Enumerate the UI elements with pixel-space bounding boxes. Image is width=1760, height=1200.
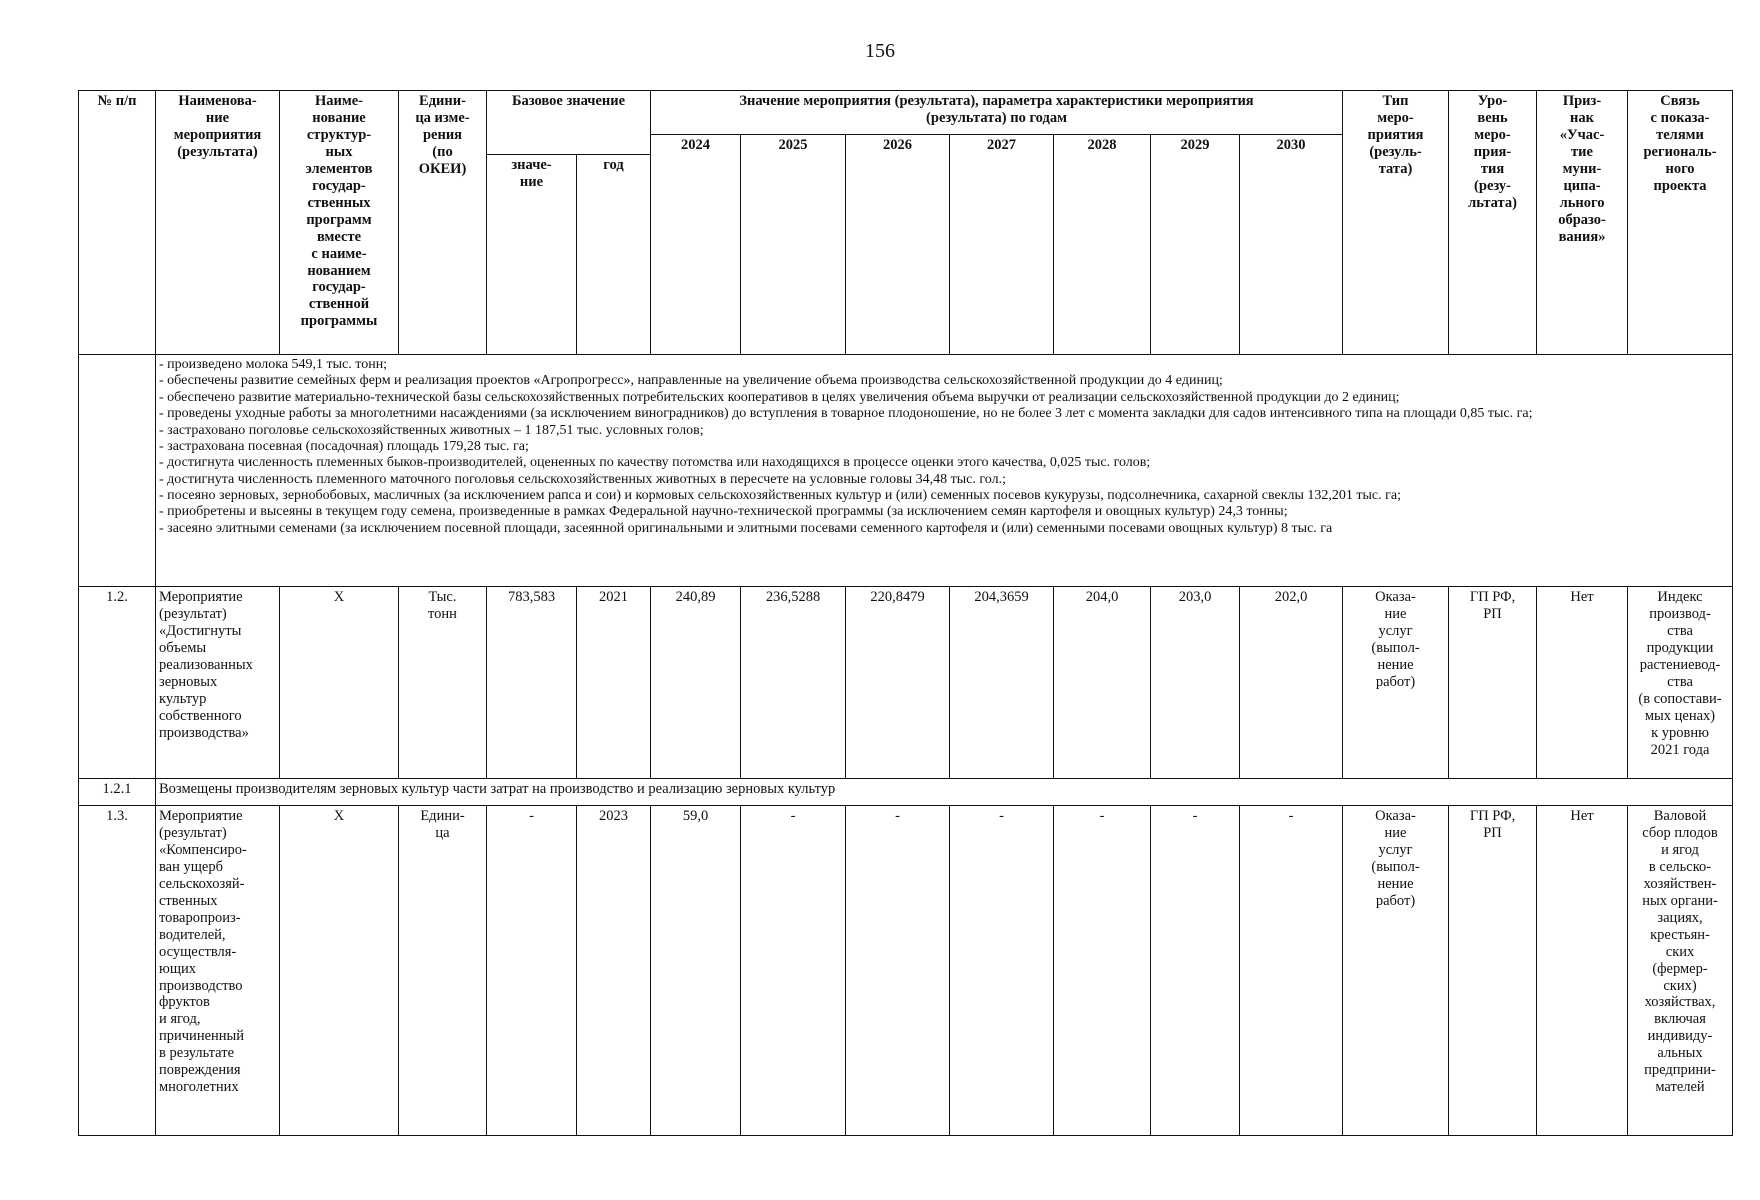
bullet-item: - достигнута численность племенных быков-производителей, оцененных по качеству потомства или находящихся в процессе оценки этого качества, 0,025 тыс. голов; <box>159 455 1151 471</box>
header-base-value: значе- ние <box>487 155 577 355</box>
table-row-1-2-1 <box>79 779 1733 806</box>
row-level: ГП РФ, РП <box>1449 806 1537 1136</box>
bullet-item: - застрахована посевная (посадочная) площадь 179,28 тыс. га; <box>159 438 529 454</box>
row-base-year: 2023 <box>577 806 651 1136</box>
row-value-2030: - <box>1240 806 1343 1136</box>
row-value-2030: 202,0 <box>1240 587 1343 779</box>
header-year-2024: 2024 <box>651 135 741 355</box>
row-value-2026: 220,8479 <box>846 587 950 779</box>
row-value-2027: 204,3659 <box>950 587 1054 779</box>
header-year-2027: 2027 <box>950 135 1054 355</box>
page-number: 156 <box>865 40 895 62</box>
bullet-item: - обеспечены развитие семейных ферм и реализация проектов «Агропрогресс», направленные на увеличение объема производства сельскохозяйственной продукции до 4 единиц; <box>159 373 1223 389</box>
header-structural: Наиме- нование структур- ных элементов государ- ственных программ вместе с наиме- нованием государ- ственной программы <box>280 91 399 355</box>
table-header <box>79 91 1733 355</box>
header-year-2028: 2028 <box>1054 135 1151 355</box>
bullet-item: - обеспечено развитие материально-технической базы сельскохозяйственных потребительских кооперативов в целях увеличения объема выручки от реализации сельскохозяйственной продукции до 2 единиц; <box>159 389 1400 405</box>
header-base-year: год <box>577 155 651 355</box>
row-sign: Нет <box>1537 587 1628 779</box>
header-sign: Приз- нак «Учас- тие муни- ципа- льного образо- вания» <box>1537 91 1628 355</box>
bullet-item: - посеяно зерновых, зернобобовых, масличных (за исключением рапса и сои) и кормовых сельскохозяйственных культур и (или) семенных посевов кукурузы, подсолнечника, сахарной свеклы 132,201 тыс. га; <box>159 488 1401 503</box>
bullet-item: - произведено молока 549,1 тыс. тонн; <box>159 357 388 372</box>
results-table <box>78 90 1733 1136</box>
bullet-item: - приобретены и высеяны в текущем году семена, произведенные в рамках Федеральной научно-технической программы (за исключением семян картофеля и овощных культур) 24,3 тонны; <box>159 504 1288 520</box>
row-value-2024: 59,0 <box>651 806 741 1136</box>
row-link: Индекс производ- ства продукции растениевод- ства (в сопостави- мых ценах) к уровню 2021 года <box>1628 587 1733 779</box>
header-year-2026: 2026 <box>846 135 950 355</box>
bullet-item: - достигнута численность племенного маточного поголовья сельскохозяйственных животных в пересчете на условные головы 34,48 тыс. гол.; <box>159 471 1006 487</box>
row-value-2027: - <box>950 806 1054 1136</box>
row-level: ГП РФ, РП <box>1449 587 1537 779</box>
row-value-2024: 240,89 <box>651 587 741 779</box>
header-name: Наименова- ние мероприятия (результата) <box>156 91 280 355</box>
row-base-year: 2021 <box>577 587 651 779</box>
table-row-1-3 <box>79 806 1733 1136</box>
row-structural: Х <box>280 806 399 1136</box>
row-name: Мероприятие (результат) «Достигнуты объемы реализованных зерновых культур собственного производства» <box>156 587 280 779</box>
header-year-2029: 2029 <box>1151 135 1240 355</box>
row-value-2025: - <box>741 806 846 1136</box>
bullet-item: - проведены уходные работы за многолетними насаждениями (за исключением виноградников) до вступления в товарное плодоношение, но не более 3 лет с момента закладки для садов интенсивного типа на площади 0,85 тыс. га; <box>159 406 1533 422</box>
row-unit: Тыс. тонн <box>399 587 487 779</box>
row-type: Оказа- ние услуг (выпол- нение работ) <box>1343 806 1449 1136</box>
header-level: Уро- вень меро- прия- тия (резу- льтата) <box>1449 91 1537 355</box>
row-base-value: 783,583 <box>487 587 577 779</box>
header-type: Тип меро- приятия (резуль- тата) <box>1343 91 1449 355</box>
row-type: Оказа- ние услуг (выпол- нение работ) <box>1343 587 1449 779</box>
bullet-item: - засеяно элитными семенами (за исключением посевной площади, засеянной оригинальными и элитными посевами семенного картофеля и (или) семенными посевами овощных культур) 8 тыс. га <box>159 520 1333 536</box>
row-value-2029: 203,0 <box>1151 587 1240 779</box>
header-year-2025: 2025 <box>741 135 846 355</box>
bullet-item: - застраховано поголовье сельскохозяйственных животных – 1 187,51 тыс. условных голов; <box>159 422 704 438</box>
header-values-group: Значение мероприятия (результата), параметра характеристики мероприятия (результата) по годам <box>651 91 1343 135</box>
row-sign: Нет <box>1537 806 1628 1136</box>
row-value-2029: - <box>1151 806 1240 1136</box>
row-link: Валовой сбор плодов и ягод в сельско- хозяйствен- ных органи- зациях, крестьян- ских (фермер- ских) хозяйствах, включая индивиду- альных предприни- мателей <box>1628 806 1733 1136</box>
row-description: Возмещены производителям зерновых культур части затрат на производство и реализацию зерновых культур <box>156 779 1733 806</box>
header-num: № п/п <box>79 91 156 355</box>
row-value-2026: - <box>846 806 950 1136</box>
table-row-1-2 <box>79 587 1733 779</box>
row-num: 1.2.1 <box>79 779 156 806</box>
bullets-cell <box>156 355 1733 587</box>
row-name: Мероприятие (результат) «Компенсиро- ван ущерб сельскохозяй- ственных товаропроиз- водителей, осуществля- ющих производство фруктов и ягод, причиненный в результате повреждения многолетних <box>156 806 280 1136</box>
row-value-2028: 204,0 <box>1054 587 1151 779</box>
row-value-2028: - <box>1054 806 1151 1136</box>
bullets-row <box>79 355 1733 587</box>
row-value-2025: 236,5288 <box>741 587 846 779</box>
bullets-num-cell <box>79 355 156 587</box>
row-num: 1.3. <box>79 806 156 1136</box>
header-link: Связь с показа- телями региональ- ного проекта <box>1628 91 1733 355</box>
header-unit: Едини- ца изме- рения (по ОКЕИ) <box>399 91 487 355</box>
header-base: Базовое значение <box>487 91 651 155</box>
header-year-2030: 2030 <box>1240 135 1343 355</box>
row-base-value: - <box>487 806 577 1136</box>
row-num: 1.2. <box>79 587 156 779</box>
row-unit: Едини- ца <box>399 806 487 1136</box>
row-structural: Х <box>280 587 399 779</box>
